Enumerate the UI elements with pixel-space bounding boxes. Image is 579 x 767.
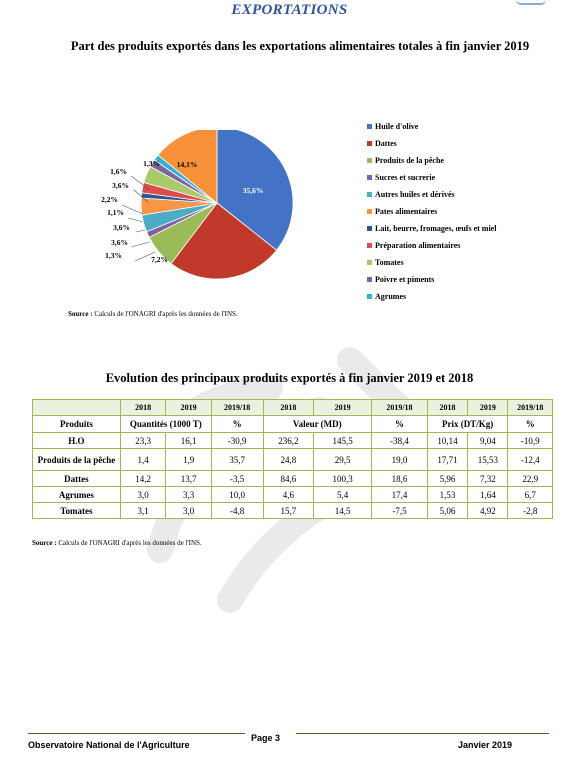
table-row [33,471,553,487]
table-cell: 15,53 [468,449,508,471]
pie-leader-line [131,242,150,247]
table-row [33,487,553,503]
table-cell: 7,32 [468,471,508,487]
table-cell: -30,9 [211,433,263,449]
pie-data-label: 35,6% [242,186,264,195]
pie-data-label: 1,3% [143,159,160,168]
legend-label: Préparation alimentaires [375,241,461,250]
legend-label: Poivre et piments [375,275,435,284]
legend-item [367,224,567,241]
legend-label: Agrumes [375,292,407,301]
pie-source-label: Source : [68,310,93,318]
table-cell: 16,1 [166,433,211,449]
legend-item [367,207,567,224]
legend-label: Dattes [375,139,397,148]
legend-item [367,173,567,190]
table-cell: 1,9 [166,449,211,471]
table-cell: 17,4 [372,487,428,503]
header-pct-prix: % [508,416,553,433]
legend-item [367,241,567,258]
legend-swatch [367,124,372,129]
legend-swatch [367,294,372,299]
pie-data-label: 2,2% [101,195,118,204]
legend-label: Lait, beurre, fromages, œufs et miel [375,224,497,233]
row-label: Agrumes [33,487,121,503]
pie-legend [367,122,567,309]
year-cell: 2018 [120,400,165,416]
table-source-text: Calculs de l'ONAGRI d'après les données de l'INS. [56,539,202,547]
pie-leader-line [128,218,143,222]
table-cell: 35,7 [211,449,263,471]
legend-item [367,122,567,139]
year-cell: 2018 [427,400,467,416]
pie-data-label: 3,6% [111,238,128,247]
legend-label: Produits de la pêche [375,156,444,165]
table-cell: 13,7 [166,471,211,487]
pie-data-label: 1,1% [107,208,124,217]
row-label: Tomates [33,503,121,519]
footer-organization: Observatoire National de l'Agriculture [28,740,190,750]
pie-source-text: Calculs de l'ONAGRI d'après les données de l'INS. [92,310,238,318]
table-cell: 100,3 [314,471,372,487]
footer-date: Janvier 2019 [458,740,513,750]
legend-label: Huile d'olive [375,122,419,131]
table-cell: 4,6 [263,487,314,503]
header-prix: Prix (DT/Kg) [427,416,508,433]
table-cell: 22,9 [508,471,553,487]
table-cell: 3,0 [166,503,211,519]
table-row [33,433,553,449]
table-cell: 10,0 [211,487,263,503]
header-pct-quantites: % [211,416,263,433]
table-cell: 14,5 [314,503,372,519]
row-label: H.O [33,433,121,449]
legend-swatch [367,260,372,265]
table-corner-cell [33,400,121,416]
table-cell: 29,5 [314,449,372,471]
legend-item [367,190,567,207]
legend-swatch [367,192,372,197]
table-cell: 1,64 [468,487,508,503]
year-cell: 2019/18 [508,400,553,416]
legend-swatch [367,209,372,214]
legend-swatch [367,277,372,282]
header-pct-valeur: % [372,416,428,433]
table-cell: 1,53 [427,487,467,503]
table-cell: 5,96 [427,471,467,487]
table-cell: 9,04 [468,433,508,449]
legend-item [367,258,567,275]
table-year-row [33,400,553,416]
table-cell: 23,3 [120,433,165,449]
legend-swatch [367,158,372,163]
pie-leader-line [122,205,143,214]
year-cell: 2019 [166,400,211,416]
table-cell: 15,7 [263,503,314,519]
table-cell: 1,4 [120,449,165,471]
pie-data-label: 24,6% [241,278,263,287]
header-produits: Produits [33,416,121,433]
pie-data-label: 7,2% [151,255,168,264]
table-cell: 5,06 [427,503,467,519]
table-cell: 18,6 [372,471,428,487]
year-cell: 2019/18 [211,400,263,416]
table-title: Evolution des principaux produits exportés à fin janvier 2019 et 2018 [105,371,474,385]
table-cell: 14,2 [120,471,165,487]
legend-swatch [367,243,372,248]
table-cell: 6,7 [508,487,553,503]
table-cell: -2,8 [508,503,553,519]
pie-source-note [68,310,238,318]
table-cell: -10,9 [508,433,553,449]
table-cell: 4,92 [468,503,508,519]
table-cell: -4,8 [211,503,263,519]
table-cell: 3,3 [166,487,211,503]
legend-label: Tomates [375,258,404,267]
legend-swatch [367,175,372,180]
table-cell: 145,5 [314,433,372,449]
table-cell: 19,0 [372,449,428,471]
page-header-title: EXPORTATIONS [231,2,348,18]
legend-swatch [367,226,372,231]
legend-label: Sucres et sucrerie [375,173,436,182]
pie-leader-line [136,230,145,232]
exports-table [32,399,553,519]
table-row [33,449,553,471]
row-label: Dattes [33,471,121,487]
legend-item [367,292,567,309]
table-cell: -12,4 [508,449,553,471]
table-cell: 24,8 [263,449,314,471]
table-cell: 17,71 [427,449,467,471]
table-cell: 10,14 [427,433,467,449]
table-cell: 84,6 [263,471,314,487]
header-valeur: Valeur (MD) [263,416,372,433]
table-header-row [33,416,553,433]
pie-data-label: 1,6% [110,167,127,176]
table-cell: 5,4 [314,487,372,503]
table-cell: -38,4 [372,433,428,449]
table-cell: 3,0 [120,487,165,503]
header-quantites: Quantités (1000 T) [120,416,211,433]
pie-chart-title: Part des produits exportés dans les exportations alimentaires totales à fin janvier 2019 [70,39,530,53]
pie-data-label: 3,6% [113,223,130,232]
year-cell: 2019 [314,400,372,416]
table-cell: -7,5 [372,503,428,519]
table-cell: 3,1 [120,503,165,519]
footer-rule-left [28,733,245,734]
table-cell: 236,2 [263,433,314,449]
legend-label: Autres huiles et dérivés [375,190,455,199]
pie-data-label: 3,6% [112,181,129,190]
table-row [33,503,553,519]
header-logo [516,0,546,5]
pie-data-label: 1,3% [105,251,122,260]
footer-rule-right [296,733,549,734]
legend-item [367,139,567,156]
year-cell: 2019 [468,400,508,416]
row-label: Produits de la pêche [33,449,121,471]
legend-label: Pates alimentaires [375,207,438,216]
table-cell: -3,5 [211,471,263,487]
pie-data-label: 14,1% [176,160,198,169]
table-source-note [32,539,202,547]
year-cell: 2019/18 [372,400,428,416]
table-source-label: Source : [32,539,57,547]
year-cell: 2018 [263,400,314,416]
legend-item [367,275,567,292]
legend-swatch [367,141,372,146]
footer-page-number: Page 3 [251,733,281,743]
legend-item [367,156,567,173]
